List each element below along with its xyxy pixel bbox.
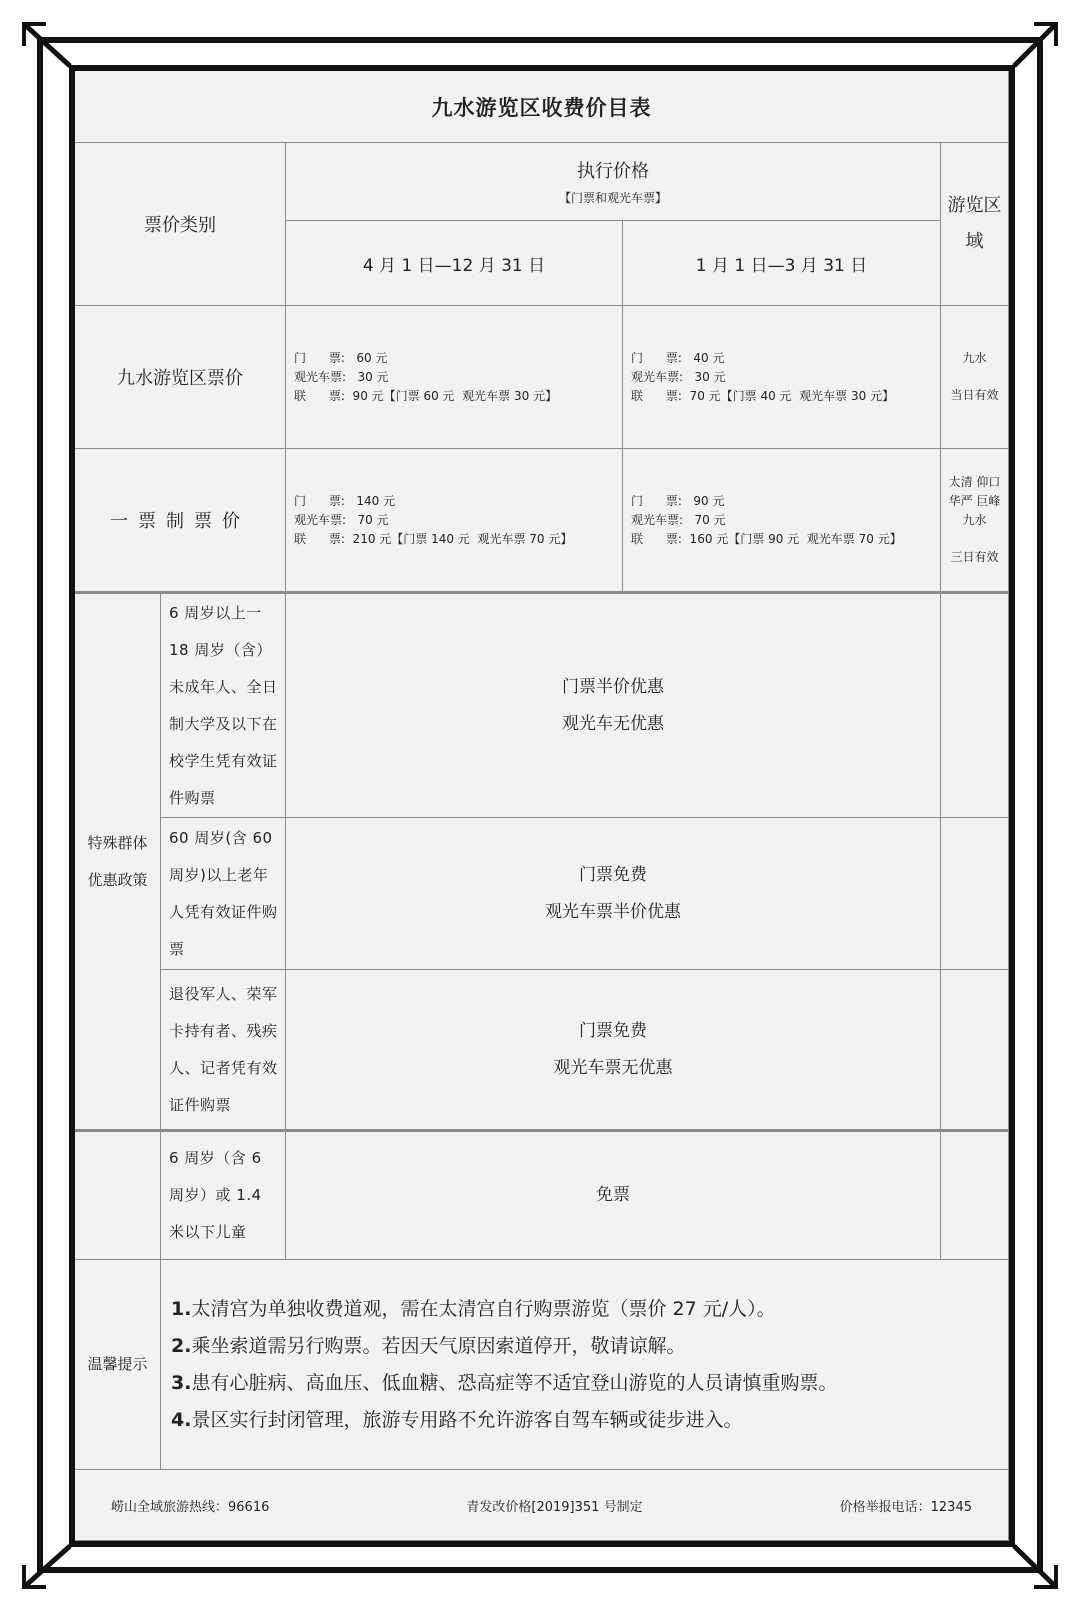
price-line: 联 票: 90 元【门票 60 元 观光车票 30 元】: [294, 388, 558, 403]
price-line: 联 票: 210 元【门票 140 元 观光车票 70 元】: [294, 531, 573, 546]
price-line: 观光车票: 30 元: [631, 369, 726, 384]
policy-line: 观光车无优惠: [562, 713, 664, 734]
row-label-onepass: 一票制票价: [75, 449, 286, 592]
area-header-line2: 域: [965, 231, 984, 252]
price-line: 门 票: 90 元: [631, 493, 725, 508]
area-line: 当日有效: [950, 388, 999, 402]
price-line: 联 票: 160 元【门票 90 元 观光车票 70 元】: [631, 531, 902, 546]
area-line: 三日有效: [950, 550, 999, 564]
exec-price-header: [286, 143, 941, 221]
footer-hotline: 崂山全域旅游热线：96616: [111, 1499, 270, 1515]
jiushui-prices-period1: [286, 306, 623, 449]
area-empty-cell: [941, 1130, 1009, 1260]
price-line: 观光车票: 70 元: [631, 512, 726, 527]
policy-line: 门票免费: [579, 864, 647, 885]
jiushui-area: [941, 306, 1009, 449]
price-line: 门 票: 40 元: [631, 350, 725, 365]
tips-label: 温馨提示: [75, 1260, 161, 1470]
special-group-label: [75, 592, 161, 1130]
policy-line: 门票半价优惠: [562, 676, 664, 697]
onepass-prices-period1: [286, 449, 623, 592]
price-line: 观光车票: 30 元: [294, 369, 389, 384]
area-line: 华严 巨峰: [948, 494, 1001, 508]
period-1-header: 4 月 1 日—12 月 31 日: [286, 221, 623, 306]
eligibility-seniors: 60 周岁(含 60 周岁)以上老年人凭有效证件购票: [161, 818, 286, 970]
policy-students: [286, 592, 941, 818]
policy-line: 门票免费: [579, 1020, 647, 1041]
eligibility-students: 6 周岁以上一 18 周岁（含）未成年人、全日制大学及以下在校学生凭有效证件购票: [161, 592, 286, 818]
tip-item: 4.景区实行封闭管理，旅游专用路不允许游客自驾车辆或徒步进入。: [171, 1408, 743, 1431]
area-header-line1: 游览区: [947, 195, 1002, 216]
onepass-prices-period2: [623, 449, 941, 592]
jiushui-prices-period2: [623, 306, 941, 449]
exec-price-label: 执行价格: [577, 161, 649, 182]
area-line: 九水: [962, 351, 987, 365]
tips-list: [161, 1260, 1009, 1470]
footer-report-phone: 价格举报电话：12345: [839, 1499, 972, 1515]
tip-item: 3.患有心脏病、高血压、低血糖、恐高症等不适宜登山游览的人员请慎重购票。: [171, 1371, 838, 1394]
policy-veterans: [286, 970, 941, 1130]
tip-item: 2.乘坐索道需另行购票。若因天气原因索道停开，敬请谅解。: [171, 1334, 686, 1357]
footer: [75, 1470, 1009, 1541]
tip-item: 1.太清宫为单独收费道观，需在太清宫自行购票游览（票价 27 元/人）。: [171, 1297, 776, 1320]
policy-line: 观光车票无优惠: [553, 1057, 673, 1078]
onepass-area: [941, 449, 1009, 592]
footer-regulation: 青发改价格[2019]351 号制定: [466, 1499, 643, 1515]
eligibility-children: 6 周岁（含 6 周岁）或 1.4 米以下儿童: [161, 1130, 286, 1260]
row-label-jiushui: 九水游览区票价: [75, 306, 286, 449]
price-line: 联 票: 70 元【门票 40 元 观光车票 30 元】: [631, 388, 895, 403]
area-empty-cell: [941, 970, 1009, 1130]
exec-price-note: 【门票和观光车票】: [558, 191, 667, 205]
period-2-header: 1 月 1 日—3 月 31 日: [623, 221, 941, 306]
children-group-empty: [75, 1130, 161, 1260]
special-group-label-line2: 优惠政策: [87, 870, 148, 889]
policy-line: 观光车票半价优惠: [545, 901, 681, 922]
price-line: 门 票: 140 元: [294, 493, 396, 508]
area-empty-cell: [941, 592, 1009, 818]
area-header: [941, 143, 1009, 306]
price-line: 观光车票: 70 元: [294, 512, 389, 527]
policy-seniors: [286, 818, 941, 970]
page-title: 九水游览区收费价目表: [75, 71, 1009, 143]
price-line: 门 票: 60 元: [294, 350, 388, 365]
area-empty-cell: [941, 818, 1009, 970]
policy-children: 免票: [286, 1130, 941, 1260]
eligibility-veterans: 退役军人、荣军卡持有者、残疾人、记者凭有效证件购票: [161, 970, 286, 1130]
area-line: 九水: [962, 513, 987, 527]
area-line: 太清 仰口: [948, 475, 1001, 489]
special-group-label-line1: 特殊群体: [87, 833, 148, 852]
category-header: 票价类别: [75, 143, 286, 306]
